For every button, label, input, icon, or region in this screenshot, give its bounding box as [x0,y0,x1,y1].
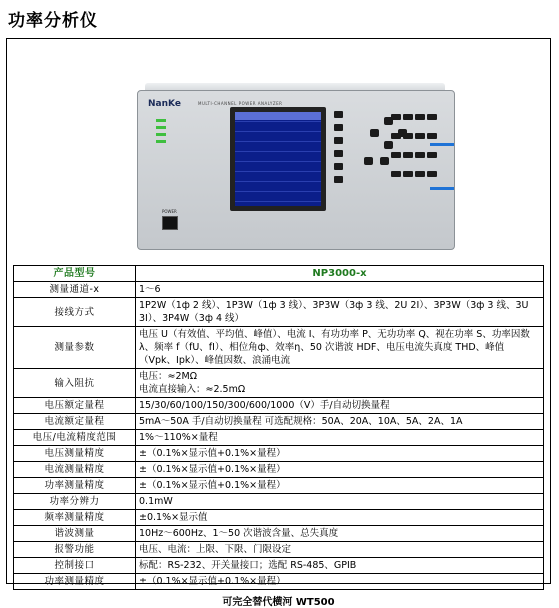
table-row [14,542,544,558]
spec-value: 0.1mW [136,494,544,510]
table-row [14,430,544,446]
spec-key: 测量通道-x [14,282,136,298]
spec-key: 控制接口 [14,558,136,574]
table-row [14,398,544,414]
spec-key: 频率测量精度 [14,510,136,526]
spec-value: 10Hz～600Hz、1～50 次谐波含量、总失真度 [136,526,544,542]
accent-stripe [430,143,454,146]
table-row [14,446,544,462]
power-label: POWER [162,209,177,214]
spec-key: 功率测量精度 [14,574,136,590]
table-row [14,574,544,590]
spec-value: 标配：RS-232、开关量接口；选配 RS-485、GPIB [136,558,544,574]
table-row [14,558,544,574]
spec-value: 1～6 [136,282,544,298]
spec-table [13,265,544,590]
product-photo [13,43,544,263]
spec-value: ±0.1%×显示值 [136,510,544,526]
spec-key: 电压/电流精度范围 [14,430,136,446]
footnote: 可完全替代横河 WT500 [222,597,335,608]
table-row [14,478,544,494]
spec-key: 功率分辨力 [14,494,136,510]
accent-stripe [430,187,454,190]
spec-key: 电流测量精度 [14,462,136,478]
screen-side-keys [334,111,343,189]
table-row [14,414,544,430]
spec-value: ±（0.1%×显示值+0.1%×量程） [136,574,544,590]
spec-value: 电压 U（有效值、平均值、峰值）、电流 I、有功功率 P、无功功率 Q、视在功率 S、功率因数λ、频率 f（fU、fI）、相位角ф、效率η、50 次谐波 HDF、电压电流失真度 THD、峰值（Vpk、Ipk）、峰值因数、浪涌电流 [136,327,544,369]
spec-key: 电压测量精度 [14,446,136,462]
table-row [14,494,544,510]
page-title: 功率分析仪 [8,11,98,31]
spec-value: 电压：≈2MΩ 电流直接输入：≈2.5mΩ [136,369,544,398]
spec-key: 输入阻抗 [14,369,136,398]
device-screen [230,107,326,211]
table-row [14,526,544,542]
spec-key: 报警功能 [14,542,136,558]
spec-key: 电压额定量程 [14,398,136,414]
spec-value: 电压、电流：上限、下限、门限设定 [136,542,544,558]
spec-key: 接线方式 [14,298,136,327]
table-row [14,510,544,526]
table-row [14,462,544,478]
power-button [162,216,178,230]
device-brand-logo: NanKe [148,99,181,109]
spec-key: 谐波测量 [14,526,136,542]
spec-key: 测量参数 [14,327,136,369]
spec-key: 功率测量精度 [14,478,136,494]
spec-value: 15/30/60/100/150/300/600/1000（V）手/自动切换量程 [136,398,544,414]
device-front-panel [137,90,455,250]
table-row [14,369,544,398]
spec-value: 5mA～50A 手/自动切换量程 可选配规格：50A、20A、10A、5A、2A、1A [136,414,544,430]
table-row [14,327,544,369]
device-panel-caption: MULTI-CHANNEL POWER ANALYZER [198,101,283,106]
spec-value: 1%～110%×量程 [136,430,544,446]
status-leds [156,115,166,147]
table-row [14,282,544,298]
spec-value: 1P2W（1ф 2 线）、1P3W（1ф 3 线）、3P3W（3ф 3 线、2U 2I）、3P3W（3ф 3 线、3U 3I）、3P4W（3ф 4 线） [136,298,544,327]
spec-key: 电流额定量程 [14,414,136,430]
spec-value: ±（0.1%×显示值+0.1%×量程） [136,478,544,494]
table-row [14,298,544,327]
spec-value: ±（0.1%×显示值+0.1%×量程） [136,462,544,478]
spec-header-row [14,266,544,282]
spec-value: ±（0.1%×显示值+0.1%×量程） [136,446,544,462]
spec-header-value: NP3000-x [136,266,544,282]
product-frame [6,38,551,608]
spec-header-key: 产品型号 [14,266,136,282]
